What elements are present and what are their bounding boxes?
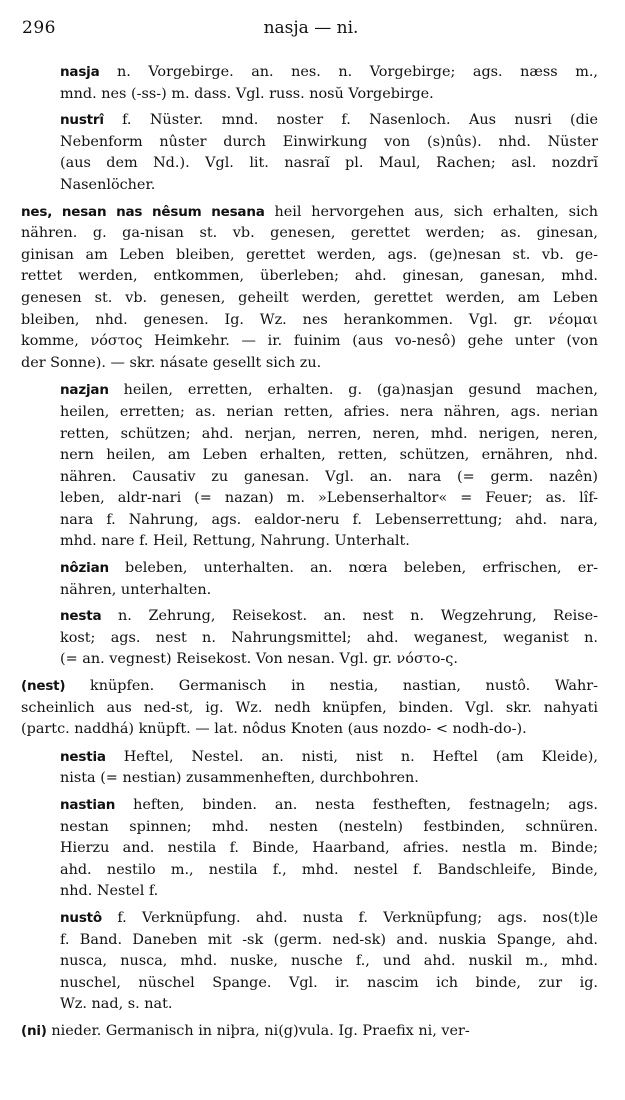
entry-text: nieder. Germanisch in niþra, ni(g)vula. Ig. Praefix ni, ver- bbox=[46, 1022, 470, 1039]
entry-nustri bbox=[60, 110, 598, 196]
headword: nastian bbox=[60, 797, 116, 813]
headword: nasja bbox=[60, 64, 100, 80]
headword: nazjan bbox=[60, 382, 109, 399]
entry-line bbox=[21, 266, 598, 288]
entry-text: nista (= nestian) zusammenheften, durchbohren. bbox=[60, 770, 419, 787]
entry-line bbox=[60, 488, 598, 510]
entry-line bbox=[21, 245, 598, 267]
entry-line bbox=[60, 402, 598, 424]
running-title: nasja — ni. bbox=[263, 18, 359, 38]
entry-line bbox=[21, 676, 598, 698]
entry-text: genesen st. vb. genesen, geheilt werden, gerettet werden, am Leben bbox=[21, 289, 598, 306]
entry-line bbox=[60, 62, 598, 84]
entry-nozian bbox=[60, 558, 598, 601]
entry-line bbox=[21, 353, 598, 375]
entry-text: (= an. vegnest) Reisekost. Von nesan. Vgl. gr. νόστο-ς. bbox=[60, 651, 458, 668]
entry-line bbox=[60, 930, 598, 952]
entry-text: nähren. Causativ zu ganesan. Vgl. an. nara (= germ. nazên) bbox=[60, 468, 598, 485]
entry-nusto bbox=[60, 908, 598, 1016]
entry-line bbox=[60, 768, 598, 790]
entry-line bbox=[21, 719, 598, 741]
entry-text: Wz. nad, s. nat. bbox=[60, 996, 173, 1013]
entry-line bbox=[60, 153, 598, 175]
entry-line bbox=[60, 860, 598, 882]
entry-nestia bbox=[60, 747, 598, 790]
headword: (nest) bbox=[21, 678, 66, 695]
entry-ni bbox=[21, 1021, 598, 1043]
entry-text: ahd. nestilo m., nestila f., mhd. nestel f. Bandschleife, Binde, bbox=[60, 861, 598, 878]
entry-nesta bbox=[60, 606, 598, 671]
entry-line bbox=[21, 331, 598, 353]
entry-text: Hierzu and. nestila f. Binde, Haarband, afries. nestla m. Binde; bbox=[60, 840, 598, 857]
entry-line bbox=[60, 881, 598, 903]
page-header bbox=[22, 18, 600, 44]
headword: (ni) bbox=[21, 1022, 47, 1039]
headword: nôzian bbox=[60, 560, 109, 577]
entry-text: nestan spinnen; mhd. nesten (nesteln) festbinden, schnüren. bbox=[60, 818, 598, 835]
entry-text: Nasenlöcher. bbox=[60, 176, 156, 193]
entry-text: (aus dem Nd.). Vgl. lit. nasraĩ pl. Maul, Rachen; asl. nozdrĭ bbox=[60, 155, 598, 172]
entry-text: beleben, unterhalten. an. nœra beleben, erfrischen, er- bbox=[108, 560, 598, 577]
entry-text: nuschel, nüschel Spange. Vgl. ir. nascim ich binde, zur ig. bbox=[60, 974, 598, 991]
dictionary-entries bbox=[0, 62, 625, 1049]
entry-line bbox=[21, 202, 598, 224]
entry-line bbox=[21, 310, 598, 332]
entry-text: f. Nüster. mnd. noster f. Nasenloch. Aus nusri (die bbox=[103, 112, 598, 129]
entry-text: der Sonne). — skr. násate gesellt sich zu. bbox=[21, 354, 322, 371]
entry-line bbox=[21, 698, 598, 720]
entry-text: n. Zehrung, Reisekost. an. nest n. Wegzehrung, Reise- bbox=[101, 608, 598, 625]
entry-line bbox=[60, 531, 598, 553]
entry-line bbox=[60, 84, 598, 106]
entry-text: nusca, nusca, mhd. nuske, nusche f., und ahd. nuskil m., mhd. bbox=[60, 953, 598, 970]
entry-line bbox=[60, 838, 598, 860]
headword: nustrî bbox=[60, 112, 104, 129]
entry-text: heil hervorgehen aus, sich erhalten, sich bbox=[264, 203, 598, 220]
entry-line bbox=[60, 558, 598, 580]
entry-line bbox=[60, 580, 598, 602]
entry-text: scheinlich aus ned-st, ig. Wz. nedh knüpfen, binden. Vgl. skr. nahyati bbox=[21, 699, 598, 716]
entry-nes bbox=[21, 202, 598, 375]
entry-text: komme, νόστος Heimkehr. — ir. fuinim (aus vo-nesô) gehe unter (von bbox=[21, 333, 598, 350]
entry-text: Heftel, Nestel. an. nisti, nist n. Heftel (am Kleide), bbox=[105, 748, 598, 765]
entry-text: (partc. naddhá) knüpft. — lat. nôdus Knoten (aus nozdo- < nodh-do-). bbox=[21, 721, 527, 738]
entry-text: leben, aldr-nari (= nazan) m. »Lebenserhaltor« = Feuer; as. lîf- bbox=[60, 490, 598, 507]
entry-line bbox=[60, 951, 598, 973]
entry-text: nähren. g. ga-nisan st. vb. genesen, gerettet werden; as. ginesan, bbox=[21, 225, 598, 242]
headword: nustô bbox=[60, 909, 102, 926]
entry-line bbox=[60, 510, 598, 532]
entry-text: heften, binden. an. nesta festheften, festnageln; ags. bbox=[115, 797, 598, 813]
entry-line bbox=[60, 175, 598, 197]
entry-text: f. Verknüpfung. ahd. nusta f. Verknüpfung; ags. nos(t)le bbox=[102, 909, 598, 926]
entry-text: ginisan am Leben bleiben, gerettet werden, ags. (ge)nesan st. vb. ge- bbox=[21, 246, 598, 263]
entry-text: rettet werden, entkommen, überleben; ahd. ginesan, ganesan, mhd. bbox=[21, 268, 598, 285]
entry-nest bbox=[21, 676, 598, 741]
entry-line bbox=[60, 994, 598, 1016]
entry-text: nara f. Nahrung, ags. ealdor-neru f. Lebenserrettung; ahd. nara, bbox=[60, 511, 598, 528]
entry-line bbox=[21, 288, 598, 310]
headword: nesta bbox=[60, 608, 102, 625]
entry-line bbox=[60, 628, 598, 650]
entry-text: nähren, unterhalten. bbox=[60, 581, 212, 598]
entry-text: kost; ags. nest n. Nahrungsmittel; ahd. weganest, weganist n. bbox=[60, 629, 598, 646]
entry-line bbox=[60, 467, 598, 489]
entry-text: nhd. Nestel f. bbox=[60, 883, 159, 900]
entry-text: n. Vorgebirge. an. nes. n. Vorgebirge; ags. næss m., bbox=[99, 64, 598, 80]
entry-line bbox=[60, 424, 598, 446]
entry-line bbox=[60, 445, 598, 467]
entry-line bbox=[60, 747, 598, 769]
entry-line bbox=[60, 908, 598, 930]
entry-text: f. Band. Daneben mit -sk (germ. ned-sk) and. nuskia Spange, ahd. bbox=[60, 931, 598, 948]
entry-line bbox=[60, 132, 598, 154]
entry-line bbox=[60, 795, 598, 817]
entry-line bbox=[60, 817, 598, 839]
entry-text: knüpfen. Germanisch in nestia, nastian, nustô. Wahr- bbox=[65, 678, 598, 695]
entry-text: bleiben, nhd. genesen. Ig. Wz. nes herankommen. Vgl. gr. νέομαι bbox=[21, 311, 598, 328]
entry-line bbox=[60, 649, 598, 671]
entry-text: retten, schützen; ahd. nerjan, nerren, neren, mhd. nerigen, neren, bbox=[60, 425, 598, 442]
entry-nasja bbox=[60, 62, 598, 105]
entry-nastian bbox=[60, 795, 598, 903]
entry-text: heilen, erretten; as. nerian retten, afries. nera nähren, ags. nerian bbox=[60, 403, 598, 420]
entry-text: mnd. nes (-ss-) m. dass. Vgl. russ. nosŭ Vorgebirge. bbox=[60, 85, 434, 102]
entry-line bbox=[60, 110, 598, 132]
entry-text: heilen, erretten, erhalten. g. (ga)nasjan gesund machen, bbox=[108, 382, 598, 399]
entry-line bbox=[60, 380, 598, 402]
headword: nes, nesan nas nêsum nesana bbox=[21, 203, 265, 220]
entry-line bbox=[60, 606, 598, 628]
entry-text: nern heilen, am Leben erhalten, retten, schützen, ernähren, nhd. bbox=[60, 447, 598, 464]
entry-line bbox=[60, 973, 598, 995]
entry-text: mhd. nare f. Heil, Rettung, Nahrung. Unterhalt. bbox=[60, 533, 410, 550]
headword: nestia bbox=[60, 748, 106, 765]
entry-nazjan bbox=[60, 380, 598, 553]
entry-line bbox=[21, 1021, 598, 1043]
entry-text: Nebenform nûster durch Einwirkung von (s)nûs). nhd. Nüster bbox=[60, 133, 598, 150]
entry-line bbox=[21, 223, 598, 245]
page-number: 296 bbox=[22, 18, 56, 38]
